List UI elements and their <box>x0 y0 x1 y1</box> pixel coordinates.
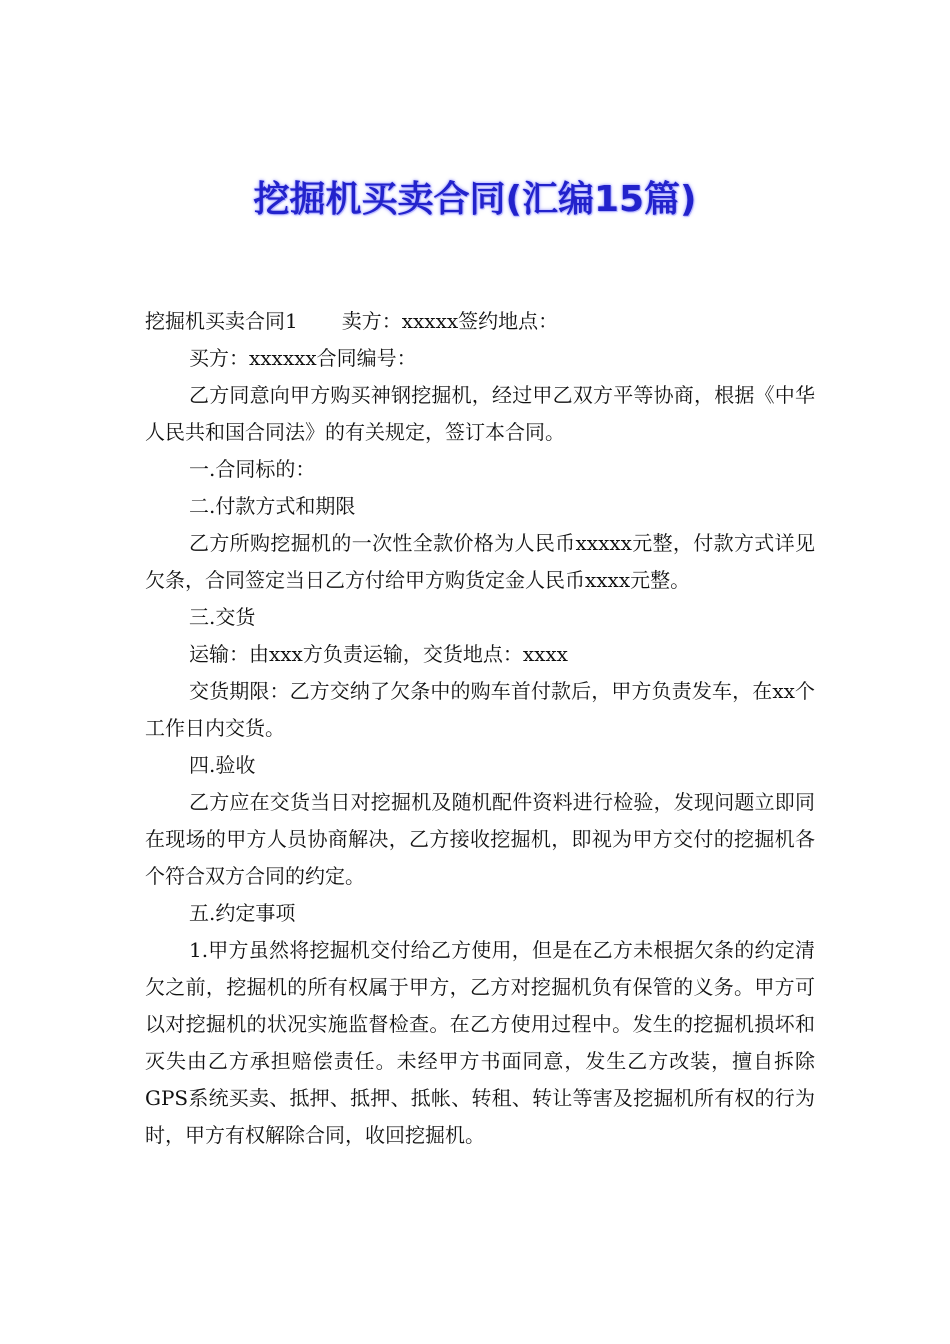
transport-paragraph: 运输：由xxx方负责运输，交货地点：xxxx <box>189 642 568 666</box>
contract-heading: 挖掘机买卖合同1 <box>145 309 298 333</box>
buyer-line: 买方：xxxxxx合同编号： <box>189 346 417 370</box>
section-heading-delivery: 三.交货 <box>189 605 256 629</box>
payment-paragraph: 乙方所购挖掘机的一次性全款价格为人民币xxxxx元整，付款方式详见欠条，合同签定当日乙方付给甲方购货定金人民币xxxx元整。 <box>145 531 815 592</box>
document-body <box>145 303 815 1154</box>
document-title <box>0 174 950 226</box>
section-heading-terms: 五.约定事项 <box>189 901 296 925</box>
intro-line <box>145 303 815 340</box>
seller-line: 卖方：xxxxx签约地点： <box>341 309 559 333</box>
section-heading-payment: 二.付款方式和期限 <box>189 494 356 518</box>
acceptance-paragraph: 乙方应在交货当日对挖掘机及随机配件资料进行检验，发现问题立即同在现场的甲方人员协商解决，乙方接收挖掘机，即视为甲方交付的挖掘机各个符合双方合同的约定。 <box>145 790 815 888</box>
section-heading-subject: 一.合同标的： <box>189 457 316 481</box>
terms-paragraph-1: 1.甲方虽然将挖掘机交付给乙方使用，但是在乙方未根据欠条的约定清欠之前，挖掘机的所有权属于甲方，乙方对挖掘机负有保管的义务。甲方可以对挖掘机的状况实施监督检查。在乙方使用过程中。发生的挖掘机损坏和灭失由乙方承担赔偿责任。未经甲方书面同意，发生乙方改装，擅自拆除GPS系统买卖、抵押、抵押、抵帐、转租、转让等害及挖掘机所有权的行为时，甲方有权解除合同，收回挖掘机。 <box>145 938 815 1147</box>
section-heading-acceptance: 四.验收 <box>189 753 256 777</box>
preamble-paragraph: 乙方同意向甲方购买神钢挖掘机，经过甲乙双方平等协商，根据《中华人民共和国合同法》的有关规定，签订本合同。 <box>145 383 815 444</box>
document-title-text: 挖掘机买卖合同(汇编15篇) <box>253 179 697 220</box>
delivery-period-paragraph: 交货期限：乙方交纳了欠条中的购车首付款后，甲方负责发车，在xx个工作日内交货。 <box>145 679 815 740</box>
